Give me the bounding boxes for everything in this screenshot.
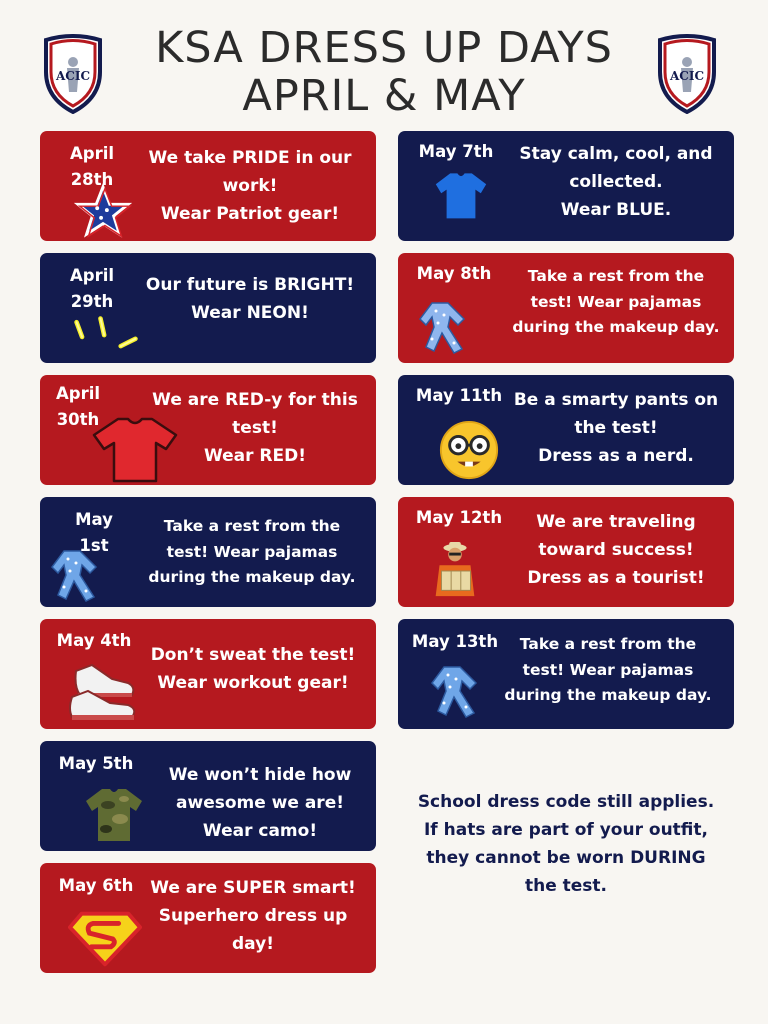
card-date: April 29th: [69, 266, 115, 311]
card-date: May 11th: [415, 386, 503, 405]
note-line: they cannot be worn DURING: [426, 848, 706, 868]
card-date: May 6th: [58, 876, 134, 895]
card-date: May 7th: [418, 142, 494, 161]
note-line: the test.: [524, 876, 608, 896]
superman-shield-icon: [68, 911, 142, 967]
card-message: We take PRIDE in our work! Wear Patriot gear!: [148, 148, 352, 224]
dress-day-card-may-1: [40, 497, 376, 607]
card-message: Take a rest from the test! Wear pajamas during the makeup day.: [148, 517, 356, 586]
sneakers-icon: [66, 657, 142, 723]
svg-text:ACIC: ACIC: [55, 69, 91, 83]
note-line: If hats are part of your outfit,: [423, 820, 708, 840]
pajamas-icon: [418, 299, 468, 355]
svg-text:ACIC: ACIC: [669, 69, 705, 83]
blue-tshirt-icon: [434, 169, 488, 221]
school-crest-left: [42, 34, 104, 114]
card-message: Take a rest from the test! Wear pajamas during the makeup day.: [504, 635, 712, 704]
dress-day-card-may-6: [40, 863, 376, 973]
card-message: Be a smarty pants on the test! Dress as a nerd.: [513, 390, 719, 466]
dress-day-card-may-7: [398, 131, 734, 241]
card-message: We are traveling toward success! Dress as a tourist!: [527, 512, 705, 588]
card-date: April 30th: [55, 384, 101, 429]
dress-day-card-may-5: [40, 741, 376, 851]
dress-day-card-april-28: [40, 131, 376, 241]
tourist-icon: [426, 539, 484, 603]
title-line-2: APRIL & MAY: [242, 71, 526, 121]
dress-code-note: [400, 788, 732, 900]
card-message: Stay calm, cool, and collected. Wear BLUE.: [519, 144, 713, 220]
dress-day-card-april-30: [40, 375, 376, 485]
card-message: We are RED-y for this test! Wear RED!: [152, 390, 358, 466]
card-date: May 4th: [56, 631, 132, 650]
card-date: May 12th: [415, 508, 503, 527]
note-line: School dress code still applies.: [417, 792, 715, 812]
card-message: We are SUPER smart! Superhero dress up day!: [150, 878, 356, 954]
title-line-1: KSA DRESS UP DAYS: [155, 23, 613, 73]
card-message: Take a rest from the test! Wear pajamas during the makeup day.: [512, 267, 720, 336]
dress-day-card-may-12: [398, 497, 734, 607]
card-message: Our future is BRIGHT! Wear NEON!: [145, 275, 355, 323]
dress-day-card-may-13: [398, 619, 734, 729]
card-date: May 1st: [75, 510, 113, 555]
camo-shirt-icon: [84, 785, 144, 845]
card-message: Don’t sweat the test! Wear workout gear!: [150, 645, 356, 693]
card-date: May 5th: [58, 754, 134, 773]
nerd-face-icon: [438, 419, 500, 481]
card-message: We won’t hide how awesome we are! Wear camo!: [168, 765, 352, 841]
card-date: May 8th: [416, 264, 492, 283]
card-date: May 13th: [411, 632, 499, 651]
neon-glow-sticks-icon: [66, 313, 146, 359]
patriot-star-icon: [74, 183, 132, 241]
dress-day-card-may-11: [398, 375, 734, 485]
pajamas-icon: [430, 663, 480, 719]
school-crest-right: [656, 34, 718, 114]
dress-day-card-april-29: [40, 253, 376, 363]
page-title: [0, 24, 768, 120]
card-date: April 28th: [69, 144, 115, 189]
pajamas-icon: [50, 547, 100, 603]
dress-day-card-may-4: [40, 619, 376, 729]
dress-day-card-may-8: [398, 253, 734, 363]
